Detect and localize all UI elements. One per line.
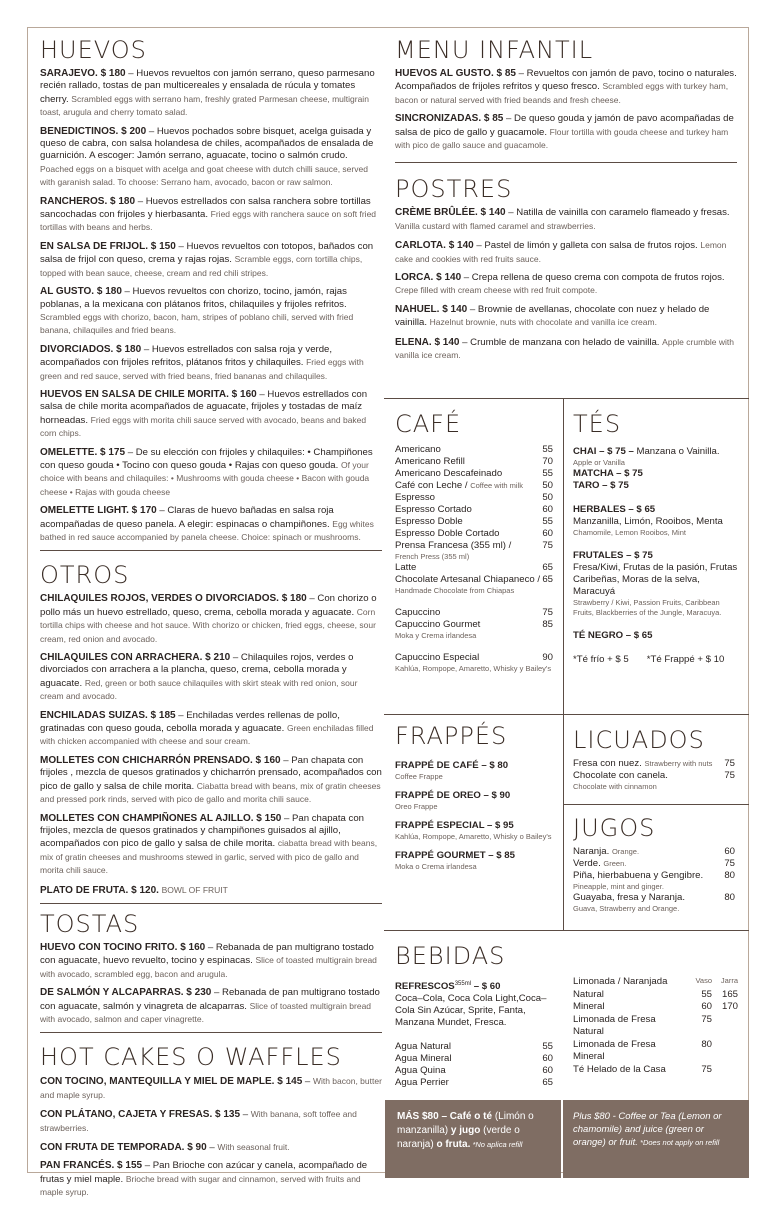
cafe-section [395, 412, 553, 674]
aguas-list [395, 1041, 553, 1089]
right-column [395, 38, 737, 369]
menu-item: AL GUSTO. $ 180 – Huevos revueltos con chorizo, tocino, jamón, rajas poblanas, a la mexicana con plátanos fritos, chilaquiles y frijoles refritos. Scrambled eggs with chorizo, bacon, ham, stripes of poblano chili, served with fried banana, chilaquiles and fried beans. [40, 286, 354, 336]
price-row: Prensa Francesa (355 ml) / 75 French Press (355 ml) [395, 540, 553, 561]
price-row: Espresso Doble Cortado 60 [395, 528, 553, 539]
menu-item: CON FRUTA DE TEMPORADA. $ 90 – With seasonal fruit. [40, 1142, 290, 1153]
limonada-row: Mineral 60 170 [573, 1001, 738, 1012]
limonada-row: Limonada / Naranjada Vaso Jarra [573, 976, 738, 987]
matcha-item: MATCHA – $ 75 [573, 468, 643, 479]
menu-item: HUEVOS EN SALSA DE CHILE MORITA. $ 160 – Huevos estrellados con salsa de chile morita acompañados de aguacate, frijoles y tostadas de maíz horneadas. Fried eggs with morita chili sauce served with avocado, beans and baked corn chips. [40, 388, 368, 439]
left-column [40, 38, 382, 1206]
price-row: Latte 65 [395, 562, 553, 573]
menu-item: CRÈME BRÛLÉE. $ 140 – Natilla de vainilla con caramelo flameado y fresas. Vanilla custard with flamed caramel and strawberries. [395, 207, 730, 231]
refrescos-desc: Coca–Cola, Coca Cola Light,Coca–Cola Sin Azúcar, Sprite, Fanta, Manzana Mundet, Fresca. [395, 993, 547, 1029]
jugos-title: JUGOS [573, 814, 656, 842]
price-row: Chocolate Artesanal Chiapaneco / 65 Handmade Chocolate from Chiapas [395, 574, 553, 595]
menu-item: NAHUEL. $ 140 – Brownie de avellanas, chocolate con nuez y helado de vainilla. Hazelnut brownie, nuts with chocolate and vanilla ice cream. [395, 303, 710, 329]
price-row: Piña, hierbabuena y Gengibre. 80 Pineapple, mint and ginger. [573, 870, 735, 891]
divider [384, 714, 749, 715]
divider [563, 714, 564, 930]
frutales-item: FRUTALES – $ 75 [573, 550, 653, 561]
agua-row: Agua Mineral 60 [395, 1053, 553, 1065]
menu-item: OMELETTE LIGHT. $ 170 – Claras de huevo bañadas en salsa roja acompañadas de queso panela. A elegir: espinacas o champiñones. Egg whites bathed in red sauce accompanied by panela cheese. Choice: spinach or mushrooms. [40, 505, 374, 542]
menu-item: HUEVO CON TOCINO FRITO. $ 160 – Rebanada de pan multigrano tostado con aguacate, huevo revuelto, tocino y espinacas. Slice of toasted multigrain bread with avocado, scrambled egg, bacon and arugula. [40, 941, 377, 979]
price-row: Chocolate con canela. 75 Chocolate with cinnamon [573, 770, 735, 791]
menu-item: ELENA. $ 140 – Crumble de manzana con helado de vainilla. Apple crumble with vanilla ice cream. [395, 336, 734, 361]
bebidas-section [395, 944, 553, 1089]
price-row: Naranja. Orange. 60 [573, 846, 735, 857]
limonadas-list [573, 976, 738, 1076]
te-negro-item: TÉ NEGRO – $ 65 [573, 630, 653, 641]
price-row: Capuccino Gourmet 85 Moka y Crema irlandesa [395, 619, 553, 640]
frappes-list [395, 760, 553, 872]
menu-item: OMELETTE. $ 175 – De su elección con frijoles y chilaquiles: • Champiñones con queso gouda • Tocino con queso gouda • Rajas con queso gouda. Of your choice with beans and chilaquiles: • Mushrooms with gouda cheese • Bacon with gouda cheese • Rajas with gouda cheese [40, 446, 373, 497]
price-row: Capuccino 75 [395, 607, 553, 618]
price-row: Americano Descafeinado 55 [395, 468, 553, 479]
menu-item: MOLLETES CON CHICHARRÓN PRENSADO. $ 160 – Pan chapata con frijoles , mezcla de quesos gratinados y chicharrón prensado, acompañados con pico de gallo y salsa de chile morita. Ciabatta bread with beans, mix of gratin cheeses and pressed pork rinds, served with pico de gallo and morita chili sauce. [40, 754, 382, 805]
menu-item: HUEVOS AL GUSTO. $ 85 – Revueltos con jamón de pavo, tocino o naturales. Acompañados de frijoles refritos y queso fresco. Scrambled eggs with turkey ham, bacon or natural served with fried beands and fresh cheese. [395, 68, 737, 105]
price-row: Espresso Cortado 60 [395, 504, 553, 515]
tes-title: TÉS [573, 410, 622, 438]
price-row: Capuccino Especial 90 Kahlúa, Rompope, Amaretto, Whisky y Bailey's [395, 652, 553, 673]
tes-section [573, 412, 739, 666]
menu-item: EN SALSA DE FRIJOL. $ 150 – Huevos revueltos con totopos, bañados con salsa de frijol con queso, crema y rajas rojas. Scramble eggs, corn tortilla chips, topped with bean sauce, cheese, cream and red chili stripes. [40, 240, 374, 278]
refrescos-item: $REFRESCOS^{355ml}$ – $ 60 [395, 981, 501, 993]
chai-item: CHAI – $ 75 – Manzana o Vainilla. [573, 446, 720, 457]
herbales-item: HERBALES – $ 65 [573, 504, 656, 515]
menu-item: CON TOCINO, MANTEQUILLA Y MIEL DE MAPLE. $ 145 – With bacon, butter and maple syrup. [40, 1076, 382, 1100]
menu-item: CHILAQUILES ROJOS, VERDES O DIVORCIADOS. $ 180 – Con chorizo o pollo más un huevo estrellado, queso, crema, cebolla morada y aguacate. Corn tortilla chips with cheese and hot sauce. With chorizo or chicken, fried eggs, cheese, sour cream, red onion and avocado. [40, 593, 377, 644]
postres-title: POSTRES [395, 175, 513, 204]
price-row: Americano Refill 70 [395, 456, 553, 467]
frappe-item: FRAPPÉ ESPECIAL – $ 95 Kahlúa, Rompope, Amaretto, Whisky o Bailey's [395, 820, 552, 841]
price-row: Espresso 50 [395, 492, 553, 503]
menu-item: MOLLETES CON CHAMPIÑONES AL AJILLO. $ 150 – Pan chapata con frijoles, mezcla de quesos gratinados y champiñones guisados al ajillo, acompañados con pico de gallo y salsa de chile morita. ciabatta bread with beans, mix of gratin cheeses and mushrooms stewed in garlic, served with pico de gallo and morita chili sauce. [40, 812, 378, 876]
divider [40, 550, 382, 551]
frappe-item: FRAPPÉ GOURMET – $ 85 Moka o Crema irlandesa [395, 850, 515, 871]
frappes-section [395, 724, 553, 880]
agua-row: Agua Perrier 65 [395, 1077, 553, 1089]
otros-title: OTROS [40, 561, 130, 590]
divider [40, 1032, 382, 1033]
tea-extras: *Té frío + $ 5 *Té Frappé + $ 10 [573, 654, 725, 665]
limonada-row: Té Helado de la Casa 75 [573, 1063, 712, 1075]
infantil-list [395, 68, 737, 152]
price-row: Guayaba, fresa y Naranja. 80 Guava, Strawberry and Orange. [573, 892, 735, 913]
licuados-section [573, 728, 735, 792]
frutales-en: Strawberry / Kiwi, Passion Fruits, Caribbean Fruits, Blackberries of the Jungle, Maracuya. [573, 598, 722, 617]
limonada-row: Limonada de Fresa Mineral 80 [573, 1038, 712, 1062]
menu-item: LORCA. $ 140 – Crepa rellena de queso crema con compota de frutos rojos. Crepe filled with cream cheese with red fruit compote. [395, 272, 725, 296]
menu-item: ENCHILADAS SUIZAS. $ 185 – Enchiladas verdes rellenas de pollo, gratinadas con queso gouda, cebolla morada y aguacate. Green enchiladas filled with chicken accompanied with cheese and sour cream. [40, 709, 374, 747]
divider [40, 903, 382, 904]
divider [563, 398, 564, 714]
promo-es: MÁS $80 – Café o té (Limón o manzanilla) y jugo (verde o naranja) o fruta. *No aplica refill [385, 1100, 561, 1178]
menu-item: BENEDICTINOS. $ 200 – Huevos pochados sobre bisquet, acelga guisada y queso de cabra, con salsa holandesa de chiles, acompañados de ensalada de guarnición. A escoger: Jamón serrano, aguacate, tocino o salmón crudo. Poached eggs on a bisquet with acelga and goat cheese with dutch chilli sauce, served with garanish salad. To choose: Serrano ham, avocado, bacon or raw salmon. [40, 125, 374, 188]
agua-row: Agua Quina 60 [395, 1065, 553, 1077]
licuados-title: LICUADOS [573, 726, 705, 754]
limonada-row: Natural 55 165 [573, 988, 738, 1000]
menu-item: SINCRONIZADAS. $ 85 – De queso gouda y jamón de pavo acompañadas de salsa de pico de gallo y guacamole. Flour tortilla with gouda cheese and turkey ham with pico de gallo sauce and guacamole. [395, 113, 734, 151]
divider [395, 162, 737, 163]
menu-item: CON PLÁTANO, CAJETA Y FRESAS. $ 135 – With banana, soft toffee and strawberries. [40, 1109, 357, 1133]
chai-en: Apple or Vanilla [573, 458, 625, 467]
herbales-en: Chamomile, Lemon Rooibos, Mint [573, 528, 686, 537]
price-row: Espresso Doble 55 [395, 516, 553, 527]
limonada-row: Limonada de Fresa Natural 75 [573, 1013, 712, 1037]
frappe-item: FRAPPÉ DE CAFÉ – $ 80 Coffee Frappe [395, 760, 509, 781]
price-row: Fresa con nuez. Strawberry with nuts 75 [573, 758, 735, 769]
huevos-list [40, 68, 382, 544]
jugos-list [573, 846, 735, 914]
huevos-title: HUEVOS [40, 36, 147, 64]
divider [384, 398, 749, 399]
otros-list [40, 593, 382, 897]
taro-item: TARO – $ 75 [573, 480, 629, 491]
licuados-list [573, 758, 735, 792]
frutales-desc: Fresa/Kiwi, Frutas de la pasión, Frutas Caribeñas, Moras de la selva, Maracuyá [573, 562, 738, 597]
frappes-title: FRAPPÉS [395, 722, 508, 750]
cafe-title: CAFÉ [395, 410, 462, 438]
agua-row: Agua Natural 55 [395, 1041, 553, 1053]
price-row: Verde. Green. 75 [573, 858, 735, 869]
menu-item: PLATO DE FRUTA. $ 120. BOWL OF FRUIT [40, 884, 228, 896]
postres-list [395, 207, 737, 362]
price-row: Americano 55 [395, 444, 553, 455]
menu-item: CARLOTA. $ 140 – Pastel de limón y galleta con salsa de frutos rojos. Lemon cake and cookies with red fruits sauce. [395, 240, 727, 264]
divider [563, 804, 749, 805]
jugos-section [573, 816, 735, 914]
price-row: Café con Leche / Coffee with milk 50 [395, 480, 553, 491]
infantil-title: MENU INFANTIL [395, 36, 594, 64]
frappe-item: FRAPPÉ DE OREO – $ 90 Oreo Frappe [395, 790, 511, 811]
cafe-list [395, 444, 553, 674]
herbales-desc: Manzanilla, Limón, Rooibos, Menta [573, 516, 723, 527]
menu-item: DE SALMÓN Y ALCAPARRAS. $ 230 – Rebanada de pan multigrano tostado con aguacate, salmón y vinagreta de alcaparras. Slice of toasted multigrain bread with avocado, salmon and caper vinagrette. [40, 987, 380, 1024]
divider [384, 930, 749, 931]
bebidas-title: BEBIDAS [395, 942, 506, 970]
menu-item: DIVORCIADOS. $ 180 – Huevos estrellados con salsa roja y verde, acompañados con frijoles refritos, plátanos fritos y chilaquiles. Fried eggs with green and red sauce, served with fried beans, fried bananas and chilaquiles. [40, 343, 364, 381]
tostas-list [40, 942, 382, 1026]
menu-item: SARAJEVO. $ 180 – Huevos revueltos con jamón serrano, queso parmesano recién rallado, tostas de pan multicereales y ensalada de rúcula y tomates cherry. Scrambled eggs with serrano ham, freshly grated Parmesan cheese, multigrain toast, arugula and cherry tomato salad. [40, 68, 375, 118]
tostas-title: TOSTAS [40, 909, 140, 938]
limonadas-section [573, 976, 738, 1076]
hotcakes-list [40, 1075, 382, 1199]
menu-item: PAN FRANCÉS. $ 155 – Pan Brioche con azúcar y canela, acompañado de frutas y miel maple. Brioche bread with sugar and cinnamon, served with fruits and maple syrup. [40, 1160, 368, 1198]
menu-item: CHILAQUILES CON ARRACHERA. $ 210 – Chilaquiles rojos, verdes o divorciados con arrachera a la plancha, queso, crema, cebolla morada y aguacate. Red, green or both sauce chilaquiles with skirt steak with red onion, sour cream and avocado. [40, 652, 358, 702]
promo-en: Plus $80 - Coffee or Tea (Lemon or chamomile) and juice (green or orange) or fruit. *Does not apply on refill [563, 1100, 749, 1178]
hotcakes-title: HOT CAKES O WAFFLES [40, 1043, 342, 1072]
menu-item: RANCHEROS. $ 180 – Huevos estrellados con salsa ranchera sobre tortillas sancochadas con frijoles y hierbasanta. Fried eggs with ranchera sauce on soft fried tortillas with beans and herbs. [40, 195, 377, 233]
